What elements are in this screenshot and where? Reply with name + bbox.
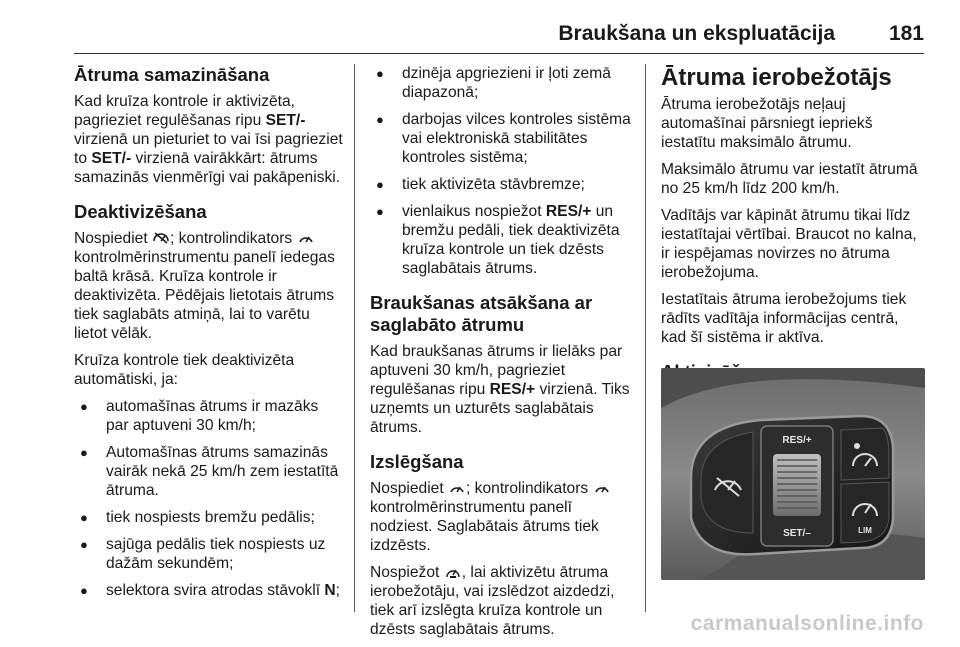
set-minus-label: SET/– bbox=[783, 528, 811, 539]
cruise-control-button[interactable] bbox=[841, 428, 889, 480]
paragraph-limiter-intro: Ātruma ierobežotājs neļauj automašīnai pārsniegt iepriekš iestatītu maksimālo ātrumu. bbox=[661, 96, 873, 151]
paragraph-auto-deactivation: Kruīza kontrole tiek deaktivizēta automātiski, ja: bbox=[74, 352, 295, 388]
res-plus-label: RES/+ bbox=[782, 435, 812, 446]
page-number: 181 bbox=[888, 22, 924, 45]
heading-speed-limiter: Ātruma ierobežotājs bbox=[661, 64, 892, 91]
steering-wheel-controls-figure bbox=[661, 368, 925, 580]
lim-label: LIM bbox=[858, 526, 872, 535]
column-divider-2 bbox=[645, 64, 646, 612]
list-item: ● vienlaikus nospiežot RES/+ un bremžu pedāli, tiek deaktivizēta kruīza kontrole un tiek dzēsts saglabātais ātrums. bbox=[370, 202, 633, 278]
page-header bbox=[0, 0, 960, 52]
list-item: ● selektora svira atrodas stāvoklī N; bbox=[74, 581, 344, 600]
paragraph-deactivation: Nospiediet ; kontrolindikators kontrolmērinstrumentu panelī iedegas baltā krāsā. Kruīza kontrole ir deaktivizēta. Pēdējais lietotais ātrums tiek saglabāts atmiņā, lai to varētu lietot vēlāk. bbox=[74, 230, 335, 342]
paragraph-resume: Kad braukšanas ātrums ir lielāks par aptuveni 30 km/h, pagrieziet regulēšanas ripu RES/+ virzienā. Tiks uzņemts un uzturēts saglabātais ātrums. bbox=[370, 343, 630, 436]
list-item: ● darbojas vilces kontroles sistēma vai elektroniskā stabilitātes kontroles sistēma; bbox=[370, 110, 633, 167]
column-2 bbox=[370, 64, 633, 647]
list-item: ● tiek nospiests bremžu pedālis; bbox=[74, 508, 344, 527]
auto-deactivation-list-continued bbox=[370, 64, 633, 278]
heading-deactivation: Deaktivizēšana bbox=[74, 201, 207, 222]
column-1 bbox=[74, 64, 344, 608]
cruise-cancel-icon bbox=[152, 231, 170, 245]
speed-limiter-button[interactable] bbox=[841, 482, 889, 543]
speed-limiter-icon bbox=[444, 565, 462, 579]
paragraph-limiter-deviation: Vadītājs var kāpināt ātrumu tikai līdz iestatītajai vērtībai. Braucot no kalna, ir iespējamas novirzes no ātruma ierobežojuma. bbox=[661, 207, 917, 281]
paragraph-speed-reduction: Kad kruīza kontrole ir aktivizēta, pagrieziet regulēšanas ripu SET/- virzienā un pieturiet to vai īsi pagrieziet to SET/- virzienā vairākkārt: ātrums samazinās vienmērīgi vai pakāpeniski. bbox=[74, 93, 343, 186]
paragraph-limiter-range: Maksimālo ātrumu var iestatīt ātrumā no 25 km/h līdz 200 km/h. bbox=[661, 161, 918, 197]
cruise-indicator-icon bbox=[593, 481, 611, 495]
heading-switch-off: Izslēgšana bbox=[370, 451, 464, 472]
list-item: ● Automašīnas ātrums samazinās vairāk nekā 25 km/h zem iestatītā ātruma. bbox=[74, 443, 344, 500]
column-3 bbox=[661, 64, 925, 389]
list-item: ● sajūga pedālis tiek nospiests uz dažām sekundēm; bbox=[74, 535, 344, 573]
auto-deactivation-list bbox=[74, 397, 344, 600]
steering-wheel-illustration bbox=[661, 368, 925, 580]
cruise-button-icon bbox=[448, 481, 466, 495]
heading-resume: Braukšanas atsākšana ar saglabāto ātrumu bbox=[370, 292, 593, 335]
chapter-title: Braukšana un ekspluatācija bbox=[558, 22, 835, 45]
header-divider bbox=[74, 53, 924, 54]
list-item: ● automašīnas ātrums ir mazāks par aptuveni 30 km/h; bbox=[74, 397, 344, 435]
heading-speed-reduction: Ātruma samazināšana bbox=[74, 64, 270, 85]
column-divider-1 bbox=[354, 64, 355, 612]
watermark: carmanualsonline.info bbox=[690, 612, 924, 635]
list-item: ● tiek aktivizēta stāvbremze; bbox=[370, 175, 633, 194]
adjustment-thumbwheel[interactable] bbox=[761, 426, 833, 546]
paragraph-limiter-display: Iestatītais ātruma ierobežojums tiek rādīts vadītāja informācijas centrā, kad šī sistēma ir aktīva. bbox=[661, 291, 907, 346]
list-item: ● dzinēja apgriezieni ir ļoti zemā diapazonā; bbox=[370, 64, 633, 102]
paragraph-switch-off: Nospiediet ; kontrolindikators kontrolmērinstrumentu panelī nodziest. Saglabātais ātrums tiek izdzēsts. bbox=[370, 479, 633, 555]
paragraph-limiter-note: Nospiežot , lai aktivizētu ātruma ierobežotāju, vai izslēdzot aizdedzi, tiek arī izslēgta kruīza kontrole un dzēsts saglabātais ātrums. bbox=[370, 564, 615, 638]
cruise-indicator-icon bbox=[297, 231, 315, 245]
